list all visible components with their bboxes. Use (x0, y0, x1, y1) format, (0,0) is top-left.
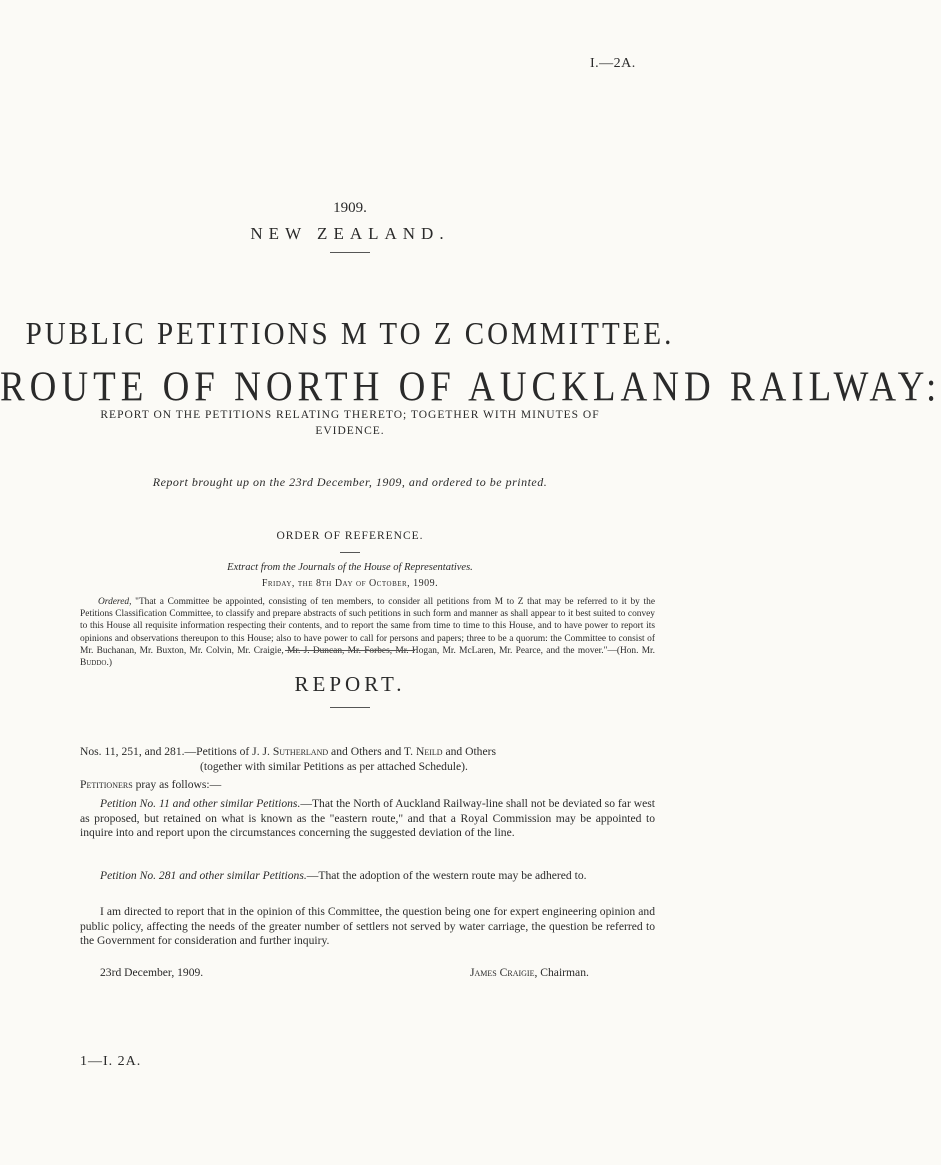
petitioner-neild: Neild (415, 745, 443, 758)
petitioner-sutherland: Sutherland (272, 745, 329, 758)
petition-281-heading: Petition No. 281 and other similar Petitions. (100, 869, 307, 882)
report-heading: REPORT. (294, 672, 406, 696)
nos-schedule-note: (together with similar Petitions as per attached Schedule). (200, 760, 468, 773)
order-end: .) (106, 658, 112, 669)
divider (330, 707, 370, 708)
signature (470, 966, 589, 979)
petition-281-body: —That the adoption of the western route may be adhered to. (306, 869, 587, 882)
chairman-role: , Chairman. (534, 966, 589, 979)
order-of-reference-heading: ORDER OF REFERENCE. (276, 530, 424, 542)
petitioners-label: Petitioners (80, 778, 133, 791)
divider (330, 252, 370, 253)
petition-11-heading: Petition No. 11 and other similar Petitions. (100, 797, 301, 810)
extract-line: Extract from the Journals of the House of Representatives. (227, 562, 473, 573)
paragraph-petition-281 (80, 869, 655, 884)
ordered-label: Ordered, (98, 597, 132, 607)
order-date: Friday, the 8th Day of October, 1909. (261, 578, 439, 589)
brought-up-note: Report brought up on the 23rd December, 1909, and ordered to be printed. (152, 475, 548, 489)
route-title: ROUTE OF NORTH OF AUCKLAND RAILWAY: (0, 363, 941, 412)
petition-numbers (80, 744, 655, 774)
petition-11-body: —That the North of Auckland Railway-line shall not be deviated so far west as proposed, but retained on what is known as the "eastern route," and that a Royal Commission may be appointed to inquire into and report upon the circumstances concerning the suggested deviation of the line. (80, 797, 655, 840)
petitioners-rest: pray as follows:— (132, 778, 222, 791)
mover-name: Buddo (80, 658, 107, 669)
footer-reference: 1—I. 2A. (80, 1054, 142, 1069)
report-date: 23rd December, 1909. (100, 966, 204, 979)
nos-text-c: and Others (442, 745, 496, 758)
country: NEW ZEALAND. (250, 224, 450, 243)
nos-text-a: Nos. 11, 251, and 281.—Petitions of J. J. (80, 745, 273, 758)
committee-title: PUBLIC PETITIONS M TO Z COMMITTEE. (25, 316, 675, 352)
year: 1909. (333, 200, 367, 216)
chairman-name: James Craigie (470, 966, 535, 979)
paragraph-recommendation: I am directed to report that in the opinion of this Committee, the question being one for expert engineering opinion and public policy, affecting the needs of the greater number of settlers not served by water carriage, the question be referred to the Government for consideration and further inquiry. (80, 905, 655, 948)
order-text (80, 596, 655, 669)
section-divider (285, 650, 415, 651)
nos-text-b: and Others and T. (328, 745, 416, 758)
petitioners-line (80, 778, 221, 791)
divider (340, 552, 360, 553)
paragraph-petition-11 (80, 797, 655, 841)
subtitle: REPORT ON THE PETITIONS RELATING THERETO; TOGETHER WITH MINUTES OF EVIDENCE. (100, 409, 600, 437)
order-body: "That a Committee be appointed, consisting of ten members, to consider all petitions from M to Z that may be referred to it by the Petitions Classification Committee, to classify and prepare abstracts of such petitions in such form and manner as shall appear to it best suited to convey to this House all requisite information respecting their contents, and to report the same from time to time to this House, and to have power to report its opinions and observations thereupon to this House; also to have power to call for persons and papers; three to be a quorum: the Committee to consist of Mr. Buchanan, Mr. Buxton, Mr. Colvin, Mr. Craigie, Mr. J. Duncan, Mr. Forbes, Mr. Hogan, Mr. McLaren, Mr. Pearce, and the mover."—(Hon. Mr. (80, 597, 655, 656)
page-reference: I.—2A. (590, 56, 636, 71)
